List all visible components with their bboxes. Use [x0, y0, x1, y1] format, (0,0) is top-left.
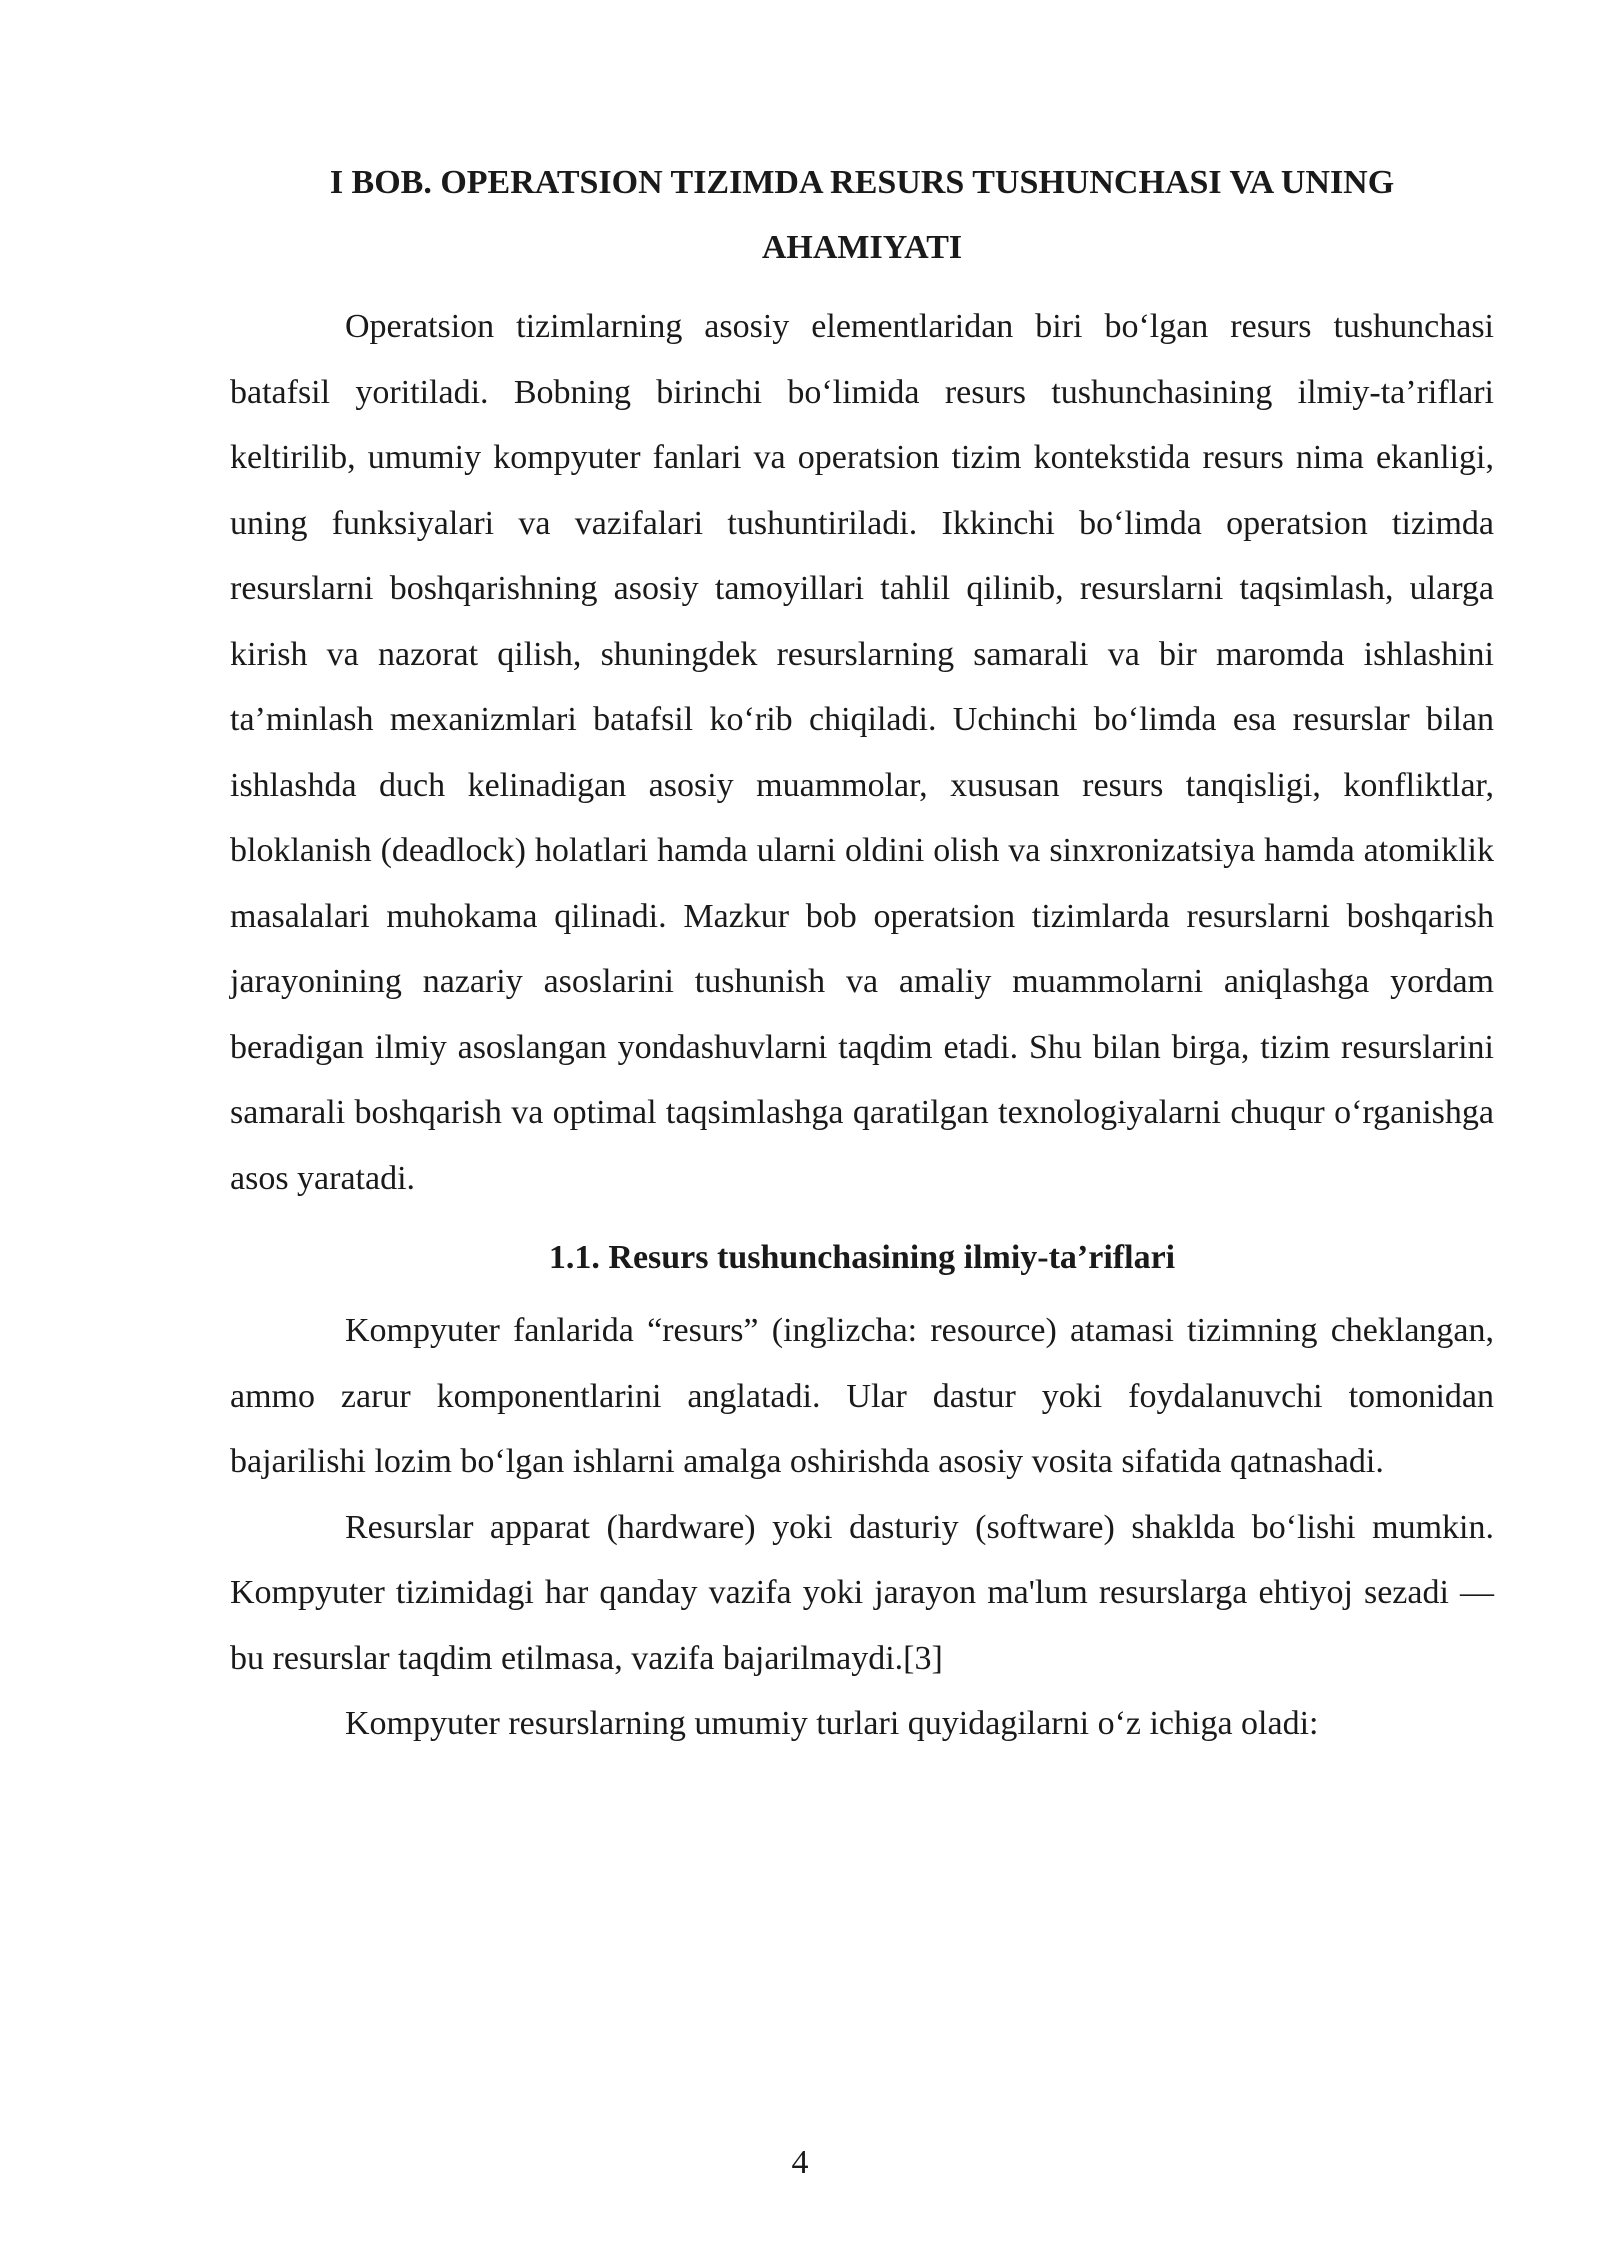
page-content — [230, 150, 1494, 1757]
section-title: 1.1. Resurs tushunchasining ilmiy-ta’riflari — [548, 1239, 1176, 1276]
intro-paragraph: Operatsion tizimlarning asosiy elementlaridan biri bo‘lgan resurs tushunchasi batafsil yoritiladi. Bobning birinchi bo‘limida resurs tushunchasining ilmiy-ta’riflari keltirilib, umumiy kompyuter fanlari va operatsion tizim kontekstida resurs nima ekanligi, uning funksiyalari va vazifalari tushuntiriladi. Ikkinchi bo‘limda operatsion tizimda resurslarni boshqarishning asosiy tamoyillari tahlil qilinib, resurslarni taqsimlash, ularga kirish va nazorat qilish, shuningdek resurslarning samarali va bir maromda ishlashini ta’minlash mexanizmlari batafsil ko‘rib chiqiladi. Uchinchi bo‘limda esa resurslar bilan ishlashda duch kelinadigan asosiy muammolar, xususan resurs tanqisligi, konfliktlar, bloklanish (deadlock) holatlari hamda ularni oldini olish va sinxronizatsiya hamda atomiklik masalalari muhokama qilinadi. Mazkur bob operatsion tizimlarda resurslarni boshqarish jarayonining nazariy asoslarini tushunish va amaliy muammolarni aniqlashga yordam beradigan ilmiy asoslangan yondashuvlarni taqdim etadi. Shu bilan birga, tizim resurslarini samarali boshqarish va optimal taqsimlashga qaratilgan texnologiyalarni chuqur o‘rganishga asos yaratadi. — [230, 308, 1494, 1197]
section-paragraph-1: Kompyuter fanlarida “resurs” (inglizcha: resource) atamasi tizimning cheklangan, ammo zarur komponentlarini anglatadi. Ular dastur yoki foydalanuvchi tomonidan bajarilishi lozim bo‘lgan ishlarni amalga oshirishda asosiy vosita sifatida qatnashadi. — [230, 1312, 1494, 1480]
section-paragraph-3: Kompyuter resurslarning umumiy turlari quyidagilarni o‘z ichiga oladi: — [345, 1705, 1319, 1742]
section-paragraph-2: Resurslar apparat (hardware) yoki dasturiy (software) shaklda bo‘lishi mumkin. Kompyuter tizimidagi har qanday vazifa yoki jarayon ma'lum resurslarga ehtiyoj sezadi — bu resurslar taqdim etilmasa, vazifa bajarilmaydi.[3] — [230, 1508, 1494, 1677]
chapter-title: I BOB. OPERATSION TIZIMDA RESURS TUSHUNCHASI VA UNING AHAMIYATI — [329, 164, 1395, 266]
page-number: 4 — [791, 2144, 809, 2181]
